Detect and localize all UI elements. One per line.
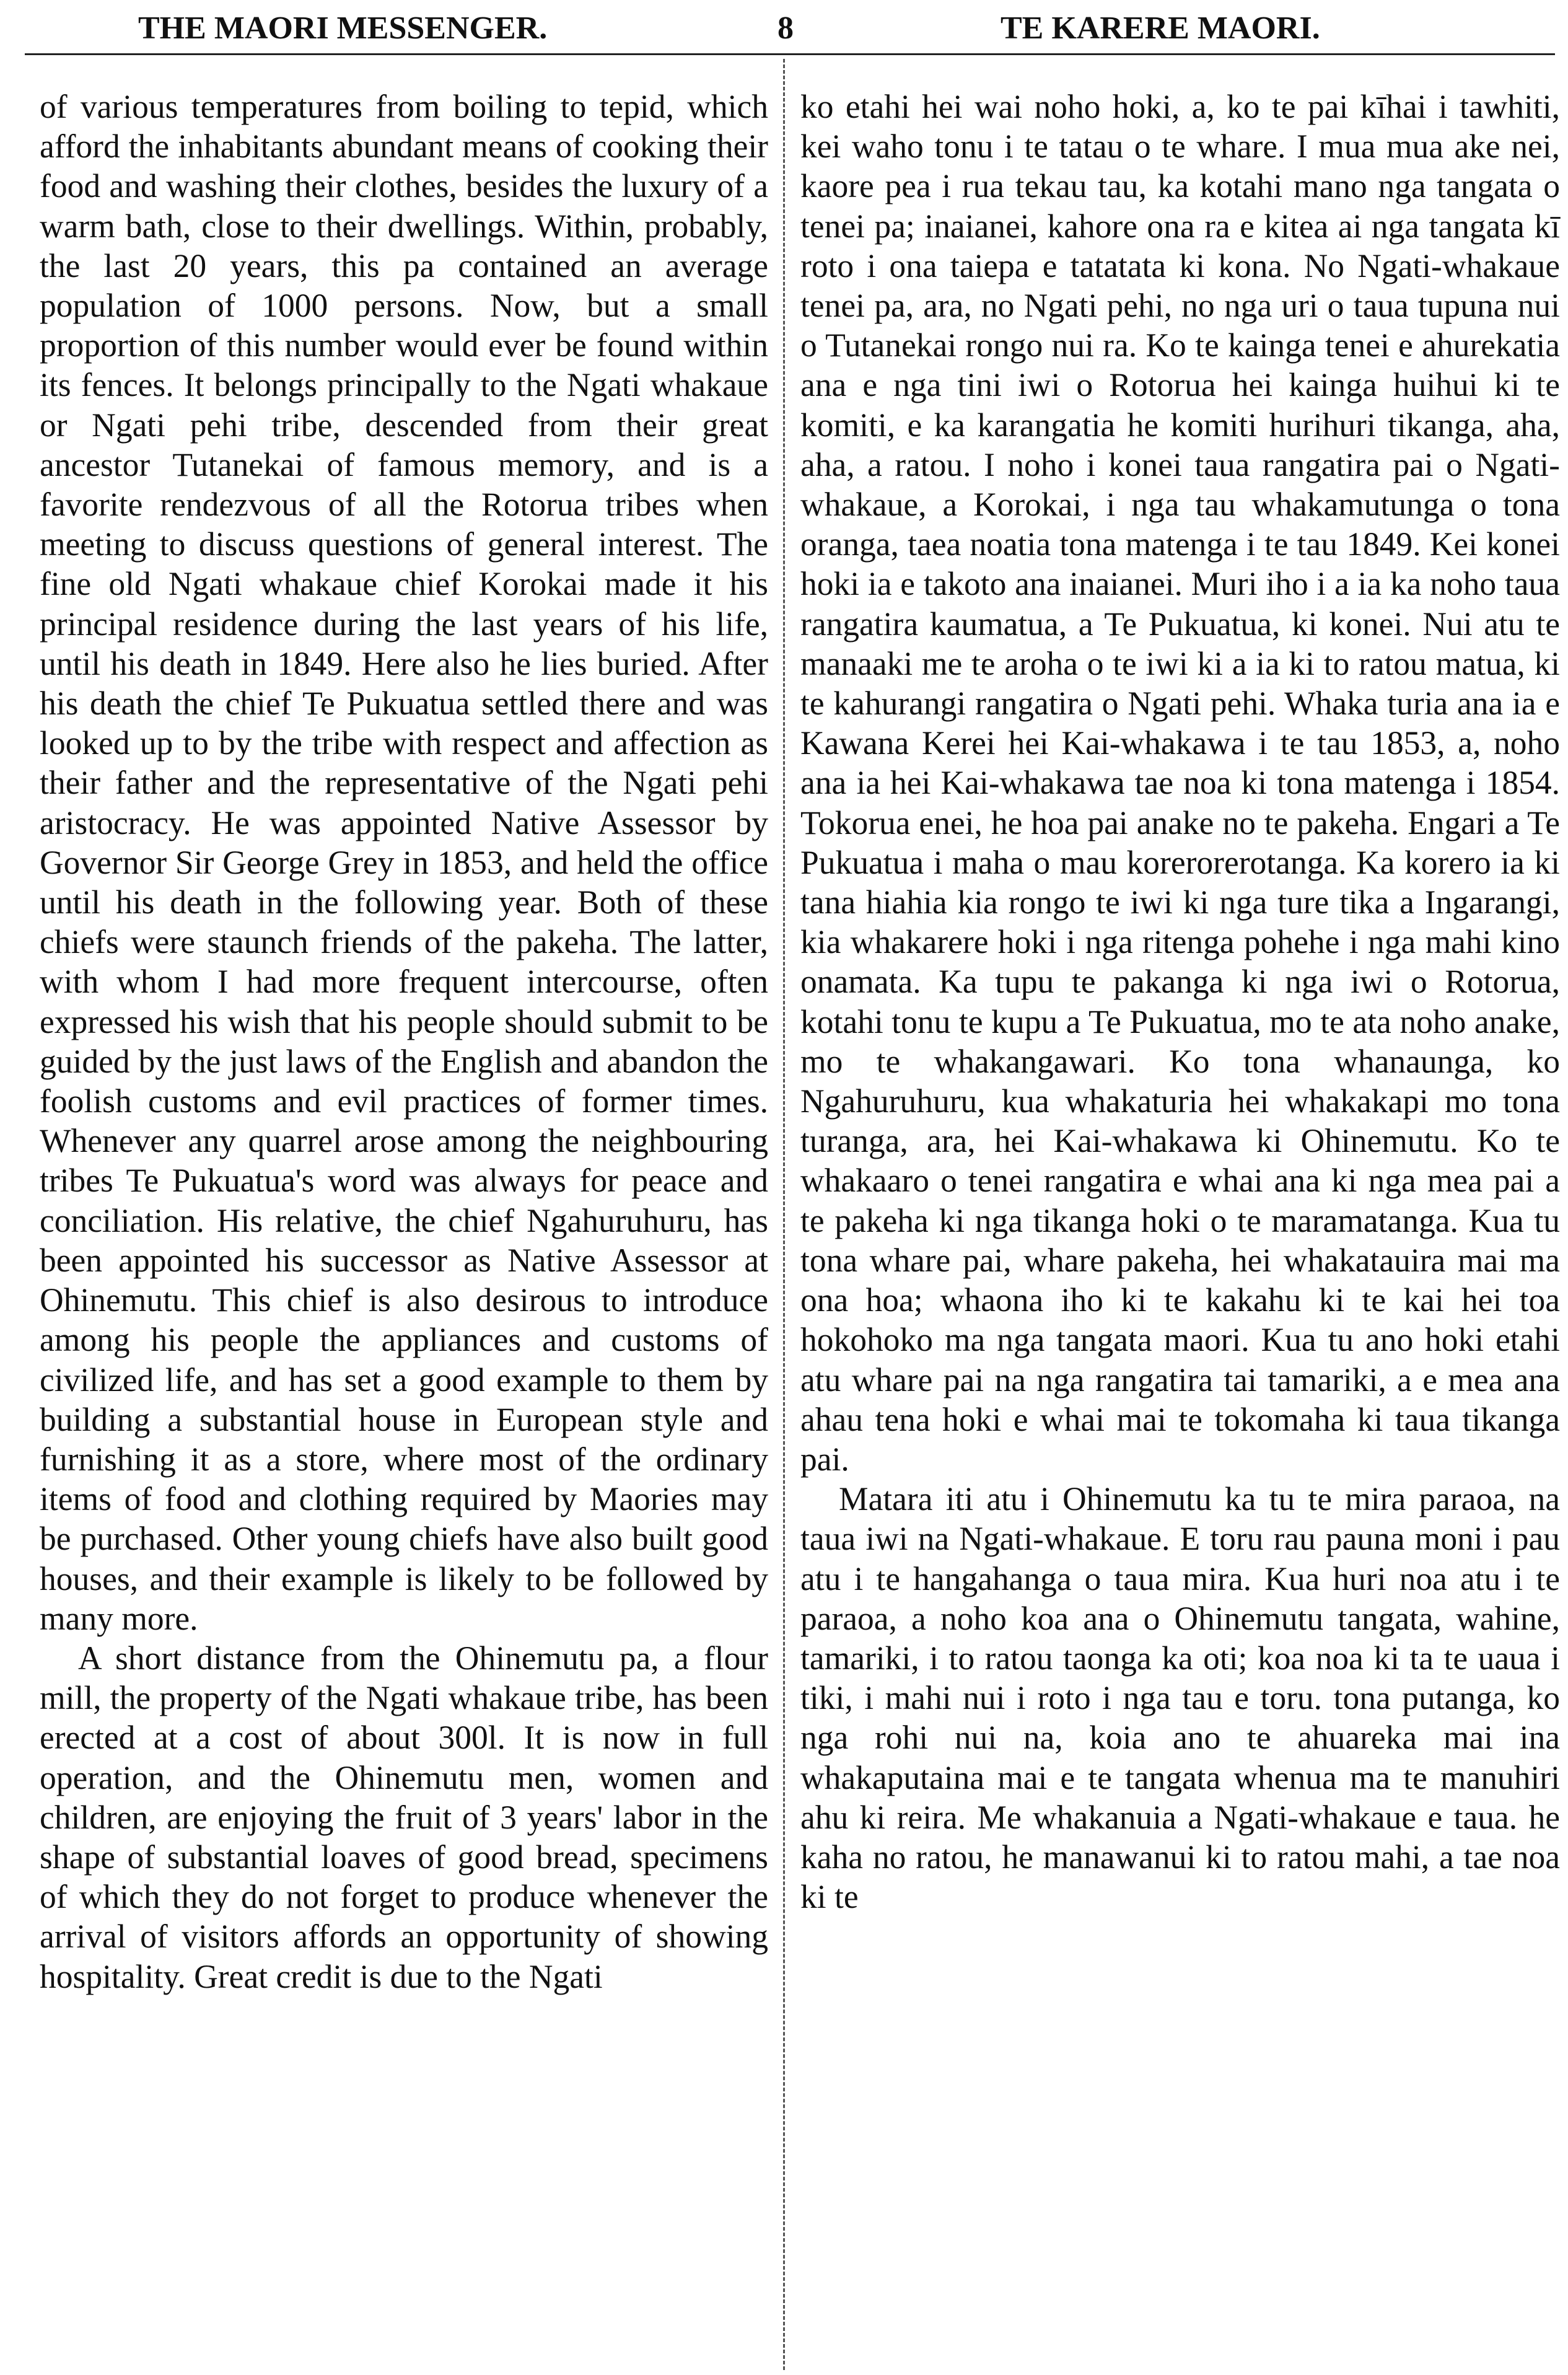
english-paragraph: A short distance from the Ohinemutu pa, a flour mill, the property of the Ngati whakaue tribe, has been erected at a cost of about 300l. It is now in full operation, and the Ohinemutu men, women and children, are enjoying the fruit of 3 years' labor in the shape of substantial loaves of good bread, specimens of which they do not forget to produce whenever the arrival of visitors affords an opportunity of showing hospitality. Great credit is due to the Ngati [40, 1639, 768, 1995]
page-header [6, 6, 1562, 50]
page-number: 8 [777, 11, 794, 46]
english-column [40, 87, 768, 1996]
english-paragraph: of various temperatures from boiling to tepid, which afford the inhabitants abundant means of cooking their food and washing their clothes, besides the luxury of a warm bath, close to their dwellings. Within, probably, the last 20 years, this pa contained an average population of 1000 persons. Now, but a small proportion of this number would ever be found within its fences. It belongs principally to the Ngati whakaue or Ngati pehi tribe, descended from their great ancestor Tutanekai of famous memory, and is a favorite rendezvous of all the Rotorua tribes when meeting to discuss questions of general interest. The fine old Ngati whakaue chief Korokai made it his principal residence during the last years of his life, until his death in 1849. Here also he lies buried. After his death the chief Te Pukuatua settled there and was looked up to by the tribe with respect and affection as their father and the representative of the Ngati pehi aristocracy. He was appointed Native Assessor by Governor Sir George Grey in 1853, and held the office until his death in the following year. Both of these chiefs were staunch friends of the pakeha. The latter, with whom I had more frequent intercourse, often expressed his wish that his people should submit to be guided by the just laws of the English and abandon the foolish customs and evil practices of former times. Whenever any quarrel arose among the neighbouring tribes Te Pukuatua's word was always for peace and conciliation. His relative, the chief Ngahuruhuru, has been appointed his successor as Native Assessor at Ohinemutu. This chief is also desirous to introduce among his people the appliances and customs of civilized life, and has set a good example to them by building a substantial house in European style and furnishing it as a store, where most of the ordinary items of food and clothing required by Maories may be purchased. Other young chiefs have also built good houses, and their example is likely to be followed by many more. [40, 88, 768, 1637]
maori-paragraph: Matara iti atu i Ohinemutu ka tu te mira paraoa, na taua iwi na Ngati-whakaue. E toru rau pauna moni i pau atu i te hangahanga o taua mira. Kua huri noa atu i te paraoa, a noho koa ana o Ohinemutu tangata, wahine, tamariki, i to ratou taonga ka oti; koa noa ki ta te uaua i tiki, i mahi nui i roto i nga tau e toru. tona putanga, ko nga rohi nui na, koia ano te ahuareka mai ina whakaputaina mai e te tangata whenua ma te manuhiri ahu ki reira. Me whakanuia a Ngati-whakaue e taua. he kaha no ratou, he manawanui ki to ratou mahi, a tae noa ki te [800, 1480, 1560, 1916]
column-divider [783, 59, 785, 2370]
header-rule [25, 53, 1555, 55]
maori-column [800, 87, 1560, 1916]
masthead-maori: TE KARERE MAORI. [1001, 11, 1320, 46]
maori-paragraph: ko etahi hei wai noho hoki, a, ko te pai kīhai i tawhiti, kei waho tonu i te tatau o te whare. I mua mua ake nei, kaore pea i rua tekau tau, ka kotahi mano nga tangata o tenei pa; inaianei, kahore ona ra e kitea ai nga tangata kī roto i ona taiepa e tatatata ki kona. No Ngati-whakaue tenei pa, ara, no Ngati pehi, no nga uri o taua tupuna nui o Tutanekai rongo nui ra. Ko te kainga tenei e ahurekatia ana e nga tini iwi o Rotorua hei kainga huihui ki te komiti, e ka karangatia he komiti hurihuri tikanga, aha, aha, a ratou. I noho i konei taua rangatira pai o Ngati-whakaue, a Korokai, i nga tau whakamutunga o tona oranga, taea noatia tona matenga i te tau 1849. Kei konei hoki ia e takoto ana inaianei. Muri iho i a ia ka noho taua rangatira kaumatua, a Te Pukuatua, ki konei. Nui atu te manaaki me te aroha o te iwi ki a ia ki to ratou matua, ki te kahurangi rangatira o Ngati pehi. Whaka turia ana ia e Kawana Kerei hei Kai-whakawa i te tau 1853, a, noho ana ia hei Kai-whakawa tae noa ki tona matenga i 1854. Tokorua enei, he hoa pai anake no te pakeha. Engari a Te Pukuatua i maha o mau korerorerotanga. Ka korero ia ki tana hiahia kia rongo te iwi ki nga ture tika a Ingarangi, kia whakarere hoki i nga ritenga pohehe i nga mahi kino onamata. Ka tupu te pakanga ki nga iwi o Rotorua, kotahi tonu te kupu a Te Pukuatua, mo te ata noho anake, mo te whakangawari. Ko tona whanaunga, ko Ngahuruhuru, kua whakaturia hei whakakapi mo tona turanga, ara, hei Kai-whakawa ki Ohinemutu. Ko te whakaaro o tenei rangatira e whai ana ki nga mea pai a te pakeha ki nga tikanga hoki o te maramatanga. Kua tu tona whare pai, whare pakeha, hei whakatauira mai ma ona hoa; whaona iho ki te kakahu ki te kai hei toa hokohoko ma nga tangata maori. Kua tu ano hoki etahi atu whare pai na nga rangatira tai tamariki, a e mea ana ahau tena hoki e whai mai te tokomaha ki taua tikanga pai. [800, 88, 1560, 1478]
masthead-english: THE MAORI MESSENGER. [138, 11, 548, 46]
